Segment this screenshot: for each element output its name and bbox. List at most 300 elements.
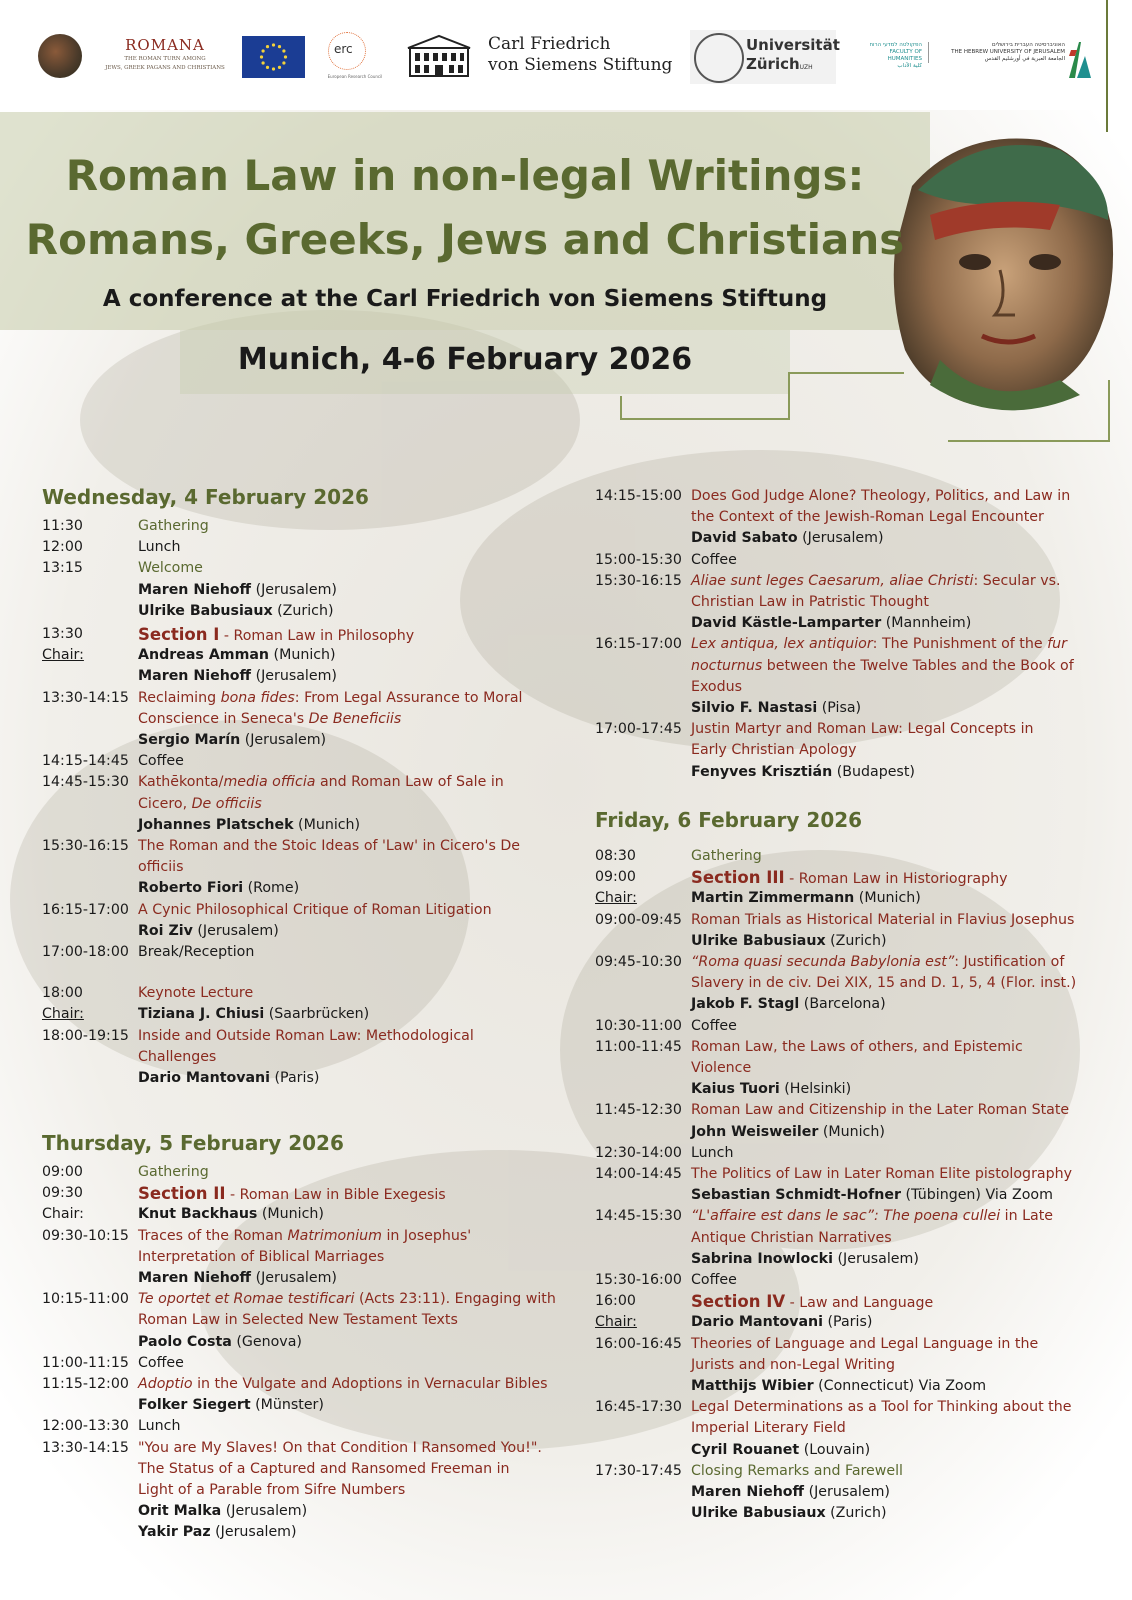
- speaker-name: Folker Siegert: [138, 1397, 251, 1414]
- entry-text: Early Christian Apology: [691, 742, 857, 759]
- entry-text: (Munich): [818, 1123, 885, 1140]
- entry-line: [138, 857, 520, 878]
- schedule-time: 09:00: [42, 1164, 83, 1180]
- schedule-time: 14:15-14:45: [42, 753, 129, 770]
- day-heading-thursday: Thursday, 5 February 2026: [42, 1131, 344, 1155]
- schedule-entry: [691, 952, 1076, 1016]
- schedule-time: 09:30-10:15: [42, 1227, 129, 1244]
- entry-text: (Jerusalem): [251, 1270, 337, 1286]
- schedule-time: Chair:: [595, 1314, 637, 1331]
- entry-text: (Jerusalem): [804, 1484, 890, 1500]
- entry-text: (Tübingen) Via Zoom: [901, 1187, 1053, 1204]
- entry-text: Justin Martyr and Roman Law: Legal Concepts in: [691, 721, 1034, 738]
- speaker-name: Tiziana J. Chiusi: [138, 1006, 265, 1023]
- entry-text: "You are My Slaves! On that Condition I Ransomed You!".: [138, 1439, 542, 1456]
- schedule-time: 13:30-14:15: [42, 689, 129, 706]
- speaker-name: Andreas Amman: [138, 647, 270, 664]
- entry-line: [138, 1026, 474, 1047]
- schedule-time: 15:30-16:15: [42, 838, 129, 854]
- entry-text: Conscience in Seneca's: [138, 710, 309, 727]
- entry-line: [691, 1334, 1038, 1355]
- entry-line: [138, 558, 337, 579]
- schedule-entry: [691, 1461, 903, 1525]
- schedule-entry: [138, 1026, 474, 1090]
- schedule-time: 14:45-15:30: [42, 774, 129, 791]
- schedule-time: 18:00: [42, 985, 83, 1002]
- entry-line: [691, 1122, 1069, 1143]
- entry-line: [138, 624, 414, 647]
- entry-text: (Jerusalem): [797, 530, 884, 547]
- uzh-line1: Universität: [746, 36, 840, 54]
- schedule-entry: [691, 867, 1008, 890]
- schedule-entry: [691, 1143, 733, 1164]
- entry-text: Section II: [138, 1184, 226, 1204]
- entry-text: the Context of the Jewish-Roman Legal Encounter: [691, 509, 1044, 526]
- entry-text: Closing Remarks and Farewell: [691, 1462, 903, 1479]
- schedule-entry: [138, 836, 520, 900]
- entry-text: Does God Judge Alone? Theology, Politics, and Law in: [691, 488, 1071, 504]
- schedule-time: 16:00-16:45: [595, 1335, 682, 1352]
- entry-text: Coffee: [138, 753, 184, 770]
- entry-text: Roman Law in Selected New Testament Texts: [138, 1312, 458, 1329]
- schedule-entry: [691, 486, 1070, 550]
- schedule-entry: [691, 1397, 1071, 1461]
- entry-line: [138, 709, 522, 730]
- schedule-entry: [138, 1353, 184, 1374]
- schedule-entry: [138, 942, 254, 963]
- schedule-entry: [691, 719, 1034, 783]
- speaker-name: Ulrike Babusiaux: [138, 602, 273, 619]
- entry-line: [691, 592, 1061, 613]
- entry-text: (Budapest): [832, 763, 915, 780]
- entry-text: (Paris): [270, 1070, 320, 1086]
- schedule-entry: [691, 1016, 737, 1037]
- frame-line-top-right: [1106, 0, 1108, 132]
- entry-text: (Munich): [269, 647, 336, 664]
- schedule-time: 18:00-19:15: [42, 1027, 129, 1044]
- huji-ar-faculty: كلية الآداب: [897, 63, 922, 69]
- speaker-name: Ulrike Babusiaux: [691, 932, 826, 949]
- speaker-name: Dario Mantovani: [691, 1314, 824, 1331]
- entry-text: media officia: [223, 774, 316, 791]
- entry-text: Roman Law and Citizenship in the Later Roman State: [691, 1102, 1070, 1119]
- schedule-time: 09:00: [595, 869, 636, 886]
- schedule-entry: [691, 634, 1074, 719]
- huji-en-faculty: FACULTY OF HUMANITIES: [887, 49, 922, 62]
- schedule-time: 11:00-11:15: [42, 1354, 129, 1371]
- entry-line: [138, 1268, 471, 1289]
- schedule-time: 16:15-17:00: [42, 901, 129, 918]
- schedule-entry: [691, 1164, 1072, 1206]
- entry-line: [138, 1004, 369, 1025]
- schedule-entry: [691, 910, 1074, 952]
- speaker-name: Johannes Platschek: [138, 816, 294, 833]
- huji-emblem-icon: [1065, 38, 1093, 80]
- conference-title-line1: Roman Law in non-legal Writings:: [65, 151, 865, 200]
- entry-line: [138, 580, 337, 601]
- entry-text: Break/Reception: [138, 944, 255, 960]
- romana-sub1: THE ROMAN TURN AMONG: [124, 56, 206, 62]
- entry-text: (Helsinki): [779, 1081, 852, 1098]
- entry-line: [138, 983, 253, 1004]
- speaker-name: Kaius Tuori: [691, 1081, 780, 1098]
- speaker-name: Sabrina Inowlocki: [691, 1250, 833, 1267]
- entry-text: Imperial Literary Field: [691, 1420, 846, 1437]
- speaker-name: David Sabato: [691, 530, 798, 547]
- entry-line: [138, 537, 180, 558]
- speaker-name: Jakob F. Stagl: [691, 996, 800, 1013]
- entry-text: (Münster): [250, 1397, 324, 1414]
- erc-logo: [320, 30, 383, 88]
- entry-line: [691, 528, 1070, 549]
- entry-line: [691, 1418, 1071, 1439]
- speaker-name: Roi Ziv: [138, 922, 193, 939]
- entry-line: [138, 688, 522, 709]
- schedule-entry: [138, 1183, 446, 1206]
- speaker-name: Dario Mantovani: [138, 1070, 271, 1086]
- entry-text: De officiis: [191, 795, 262, 812]
- schedule-time: 10:15-11:00: [42, 1291, 129, 1308]
- entry-line: [138, 1353, 184, 1374]
- entry-text: Lex antiqua, lex antiquior: [691, 636, 873, 653]
- schedule-entry: [138, 772, 504, 836]
- entry-line: [138, 815, 504, 836]
- entry-text: (Jerusalem): [832, 1250, 919, 1267]
- entry-text: Reclaiming: [138, 689, 221, 706]
- schedule-time: 08:30: [595, 848, 636, 864]
- entry-text: Welcome: [138, 560, 203, 577]
- entry-line: [691, 1228, 1053, 1249]
- entry-line: [138, 1501, 542, 1522]
- schedule-entry: [138, 558, 337, 622]
- entry-line: [691, 550, 737, 571]
- entry-text: (Pisa): [817, 700, 862, 716]
- entry-text: (Jerusalem): [251, 668, 337, 685]
- entry-text: (Genova): [231, 1333, 302, 1350]
- schedule-time: 13:15: [42, 560, 83, 577]
- entry-text: (Zurich): [825, 932, 887, 949]
- entry-text: Interpretation of Biblical Marriages: [138, 1248, 385, 1265]
- entry-text: “Roma quasi secunda Babylonia est”: [691, 954, 955, 970]
- entry-text: (Jerusalem): [240, 732, 327, 748]
- schedule-entry: [138, 1226, 471, 1290]
- speaker-name: Maren Niehoff: [138, 581, 252, 598]
- entry-line: [138, 921, 492, 942]
- entry-line: [691, 1058, 1023, 1079]
- entry-line: [691, 1079, 1023, 1100]
- entry-text: Roman Trials as Historical Material in Flavius Josephus: [691, 911, 1075, 928]
- entry-text: Roman Law, the Laws of others, and Epistemic: [691, 1038, 1023, 1055]
- entry-line: [138, 601, 337, 622]
- speaker-name: Knut Backhaus: [138, 1206, 258, 1223]
- huji-he-uni: האוניברסיטה העברית בירושלים: [991, 42, 1065, 48]
- romana-mosaic-icon: [38, 34, 82, 78]
- entry-text: : Secular vs.: [973, 572, 1061, 589]
- entry-text: Coffee: [691, 1017, 737, 1034]
- frame-line: [788, 372, 904, 374]
- entry-text: The Status of a Captured and Ransomed Freeman in: [138, 1460, 510, 1477]
- entry-text: bona fides: [220, 689, 295, 706]
- entry-line: [691, 1482, 903, 1503]
- speaker-name: Orit Malka: [138, 1503, 222, 1520]
- entry-text: (Zurich): [272, 602, 334, 619]
- entry-line: [691, 1440, 1071, 1461]
- entry-line: [691, 1355, 1038, 1376]
- entry-text: Gathering: [138, 518, 209, 534]
- entry-text: De Beneficiis: [308, 710, 402, 727]
- schedule-entry: [138, 1416, 180, 1437]
- entry-line: [138, 1416, 180, 1437]
- entry-line: [691, 1376, 1038, 1397]
- entry-line: [138, 1480, 542, 1501]
- schedule-entry: [138, 1162, 209, 1183]
- schedule-entry: [138, 688, 522, 752]
- entry-line: [138, 1047, 474, 1068]
- entry-text: Traces of the Roman: [138, 1227, 288, 1244]
- entry-line: [691, 762, 1034, 783]
- entry-text: (Barcelona): [799, 996, 886, 1013]
- huji-he-faculty: הפקולטה למדעי הרוח: [869, 42, 922, 48]
- schedule-time: Chair:: [42, 1206, 84, 1223]
- entry-text: (Connecticut) Via Zoom: [813, 1378, 987, 1394]
- entry-text: Light of a Parable from Sifre Numbers: [138, 1482, 406, 1498]
- entry-text: fur: [1047, 636, 1067, 653]
- schedule-time: 15:30-16:00: [595, 1272, 682, 1288]
- speaker-name: Yakir Paz: [138, 1524, 211, 1541]
- entry-text: (Jerusalem): [221, 1503, 308, 1520]
- entry-line: [691, 1461, 903, 1482]
- schedule-time: 17:00-17:45: [595, 721, 682, 738]
- entry-line: [138, 1310, 556, 1331]
- entry-line: [138, 836, 520, 857]
- schedule-entry: [138, 751, 184, 772]
- entry-line: [691, 1185, 1072, 1206]
- entry-text: Cicero,: [138, 795, 192, 812]
- entry-line: [138, 878, 520, 899]
- huji-en-uni: THE HEBREW UNIVERSITY OF JERUSALEM: [951, 49, 1065, 55]
- entry-text: Challenges: [138, 1048, 217, 1065]
- entry-text: Inside and Outside Roman Law: Methodological: [138, 1027, 474, 1044]
- entry-text: Exodus: [691, 678, 742, 695]
- entry-text: Section I: [138, 625, 220, 644]
- entry-text: Jurists and non-Legal Writing: [691, 1356, 895, 1373]
- entry-line: [138, 666, 337, 687]
- entry-line: [691, 994, 1076, 1015]
- siemens-line2: von Siemens Stiftung: [488, 55, 673, 75]
- entry-text: - Roman Law in Philosophy: [219, 628, 415, 644]
- entry-line: [138, 942, 254, 963]
- entry-text: Slavery in de civ. Dei XIX, 15 and D. 1, 5, 4 (Flor. inst.): [691, 975, 1077, 992]
- schedule-entry: [691, 1334, 1038, 1398]
- uzh-sup: UZH: [799, 64, 813, 71]
- conference-subtitle: A conference at the Carl Friedrich von Siemens Stiftung: [102, 286, 828, 312]
- entry-line: [691, 1206, 1053, 1227]
- schedule-time: 11:15-12:00: [42, 1376, 129, 1392]
- entry-line: [138, 730, 522, 751]
- entry-line: [691, 1016, 737, 1037]
- entry-line: [691, 888, 921, 909]
- entry-line: [138, 1522, 542, 1543]
- entry-text: (Zurich): [825, 1505, 887, 1522]
- entry-line: [138, 1162, 209, 1183]
- sponsor-logos: [0, 26, 1132, 90]
- siemens-line1: Carl Friedrich: [488, 34, 611, 54]
- speaker-name: Ulrike Babusiaux: [691, 1505, 826, 1522]
- schedule-time: 14:00-14:45: [595, 1166, 682, 1182]
- entry-line: [691, 1270, 737, 1291]
- entry-line: [691, 1503, 903, 1524]
- entry-line: [138, 1289, 556, 1310]
- entry-line: [691, 571, 1061, 592]
- schedule-entry: [691, 1100, 1069, 1142]
- entry-text: (Louvain): [799, 1441, 871, 1458]
- schedule-time: 12:00: [42, 539, 83, 556]
- schedule-entry: [138, 624, 414, 647]
- speaker-name: Roberto Fiori: [138, 880, 244, 897]
- romana-logo: [90, 36, 240, 72]
- schedule-time: 16:15-17:00: [595, 636, 682, 653]
- entry-line: [691, 1100, 1069, 1121]
- eu-flag-icon: [242, 36, 305, 78]
- frame-line: [620, 418, 790, 420]
- entry-line: [691, 1291, 933, 1314]
- entry-text: (Rome): [243, 880, 300, 897]
- entry-text: Lunch: [691, 1144, 734, 1161]
- entry-text: - Roman Law in Historiography: [784, 871, 1008, 888]
- schedule-entry: [691, 846, 762, 867]
- entry-line: [691, 740, 1034, 761]
- frame-line: [948, 440, 1110, 442]
- entry-text: Gathering: [138, 1164, 209, 1180]
- schedule-time: Chair:: [595, 890, 637, 907]
- entry-line: [138, 1247, 471, 1268]
- entry-line: [691, 1164, 1072, 1185]
- entry-line: [691, 867, 1008, 890]
- entry-text: Coffee: [138, 1354, 184, 1371]
- romana-title: ROMANA: [125, 36, 205, 54]
- schedule-entry: [138, 645, 337, 687]
- day-heading-friday: Friday, 6 February 2026: [595, 808, 863, 832]
- entry-line: [138, 1183, 446, 1206]
- schedule-time: 09:45-10:30: [595, 954, 682, 970]
- entry-text: Coffee: [691, 551, 737, 568]
- entry-line: [691, 698, 1074, 719]
- schedule-entry: [691, 550, 737, 571]
- entry-line: [691, 677, 1074, 698]
- entry-text: (Munich): [854, 890, 921, 907]
- entry-line: [138, 1395, 548, 1416]
- entry-text: (Paris): [823, 1314, 873, 1331]
- schedule-entry: [138, 537, 180, 558]
- entry-line: [691, 931, 1074, 952]
- uzh-line2: Zürich: [746, 55, 800, 73]
- entry-text: (Jerusalem): [192, 922, 279, 939]
- entry-line: [138, 645, 337, 666]
- entry-line: [691, 719, 1034, 740]
- siemens-building-icon: [404, 32, 474, 80]
- entry-text: - Roman Law in Bible Exegesis: [225, 1187, 446, 1204]
- schedule-entry: [691, 1312, 872, 1333]
- entry-text: : The Punishment of the: [872, 636, 1048, 653]
- entry-line: [138, 900, 492, 921]
- entry-text: Violence: [691, 1060, 752, 1076]
- entry-text: (Mannheim): [881, 615, 972, 632]
- entry-text: The Politics of Law in Later Roman Elite pistolography: [691, 1166, 1072, 1182]
- entry-line: [691, 910, 1074, 931]
- frame-line: [1108, 380, 1110, 442]
- entry-line: [138, 751, 184, 772]
- schedule-entry: [138, 900, 492, 942]
- schedule-time: 10:30-11:00: [595, 1017, 682, 1034]
- schedule-entry: [138, 1004, 369, 1025]
- entry-line: [691, 507, 1070, 528]
- entry-line: [138, 794, 504, 815]
- entry-line: [691, 952, 1076, 973]
- schedule-entry: [138, 1289, 556, 1353]
- entry-text: (Jerusalem): [210, 1524, 297, 1541]
- schedule-entry: [138, 1374, 548, 1416]
- schedule-entry: [138, 516, 209, 537]
- entry-line: [138, 1204, 324, 1225]
- schedule-entry: [691, 1206, 1053, 1270]
- entry-text: Keynote Lecture: [138, 985, 254, 1002]
- entry-line: [691, 846, 762, 867]
- entry-text: Lunch: [138, 1418, 181, 1435]
- entry-text: and Roman Law of Sale in: [315, 774, 504, 791]
- uzh-seal-icon: [694, 33, 744, 83]
- speaker-name: Paolo Costa: [138, 1333, 232, 1350]
- entry-text: : From Legal Assurance to Moral: [294, 689, 523, 706]
- schedule-time: 11:30: [42, 518, 83, 534]
- siemens-logo-text: [488, 34, 672, 76]
- huji-ar-uni: الجامعة العبرية في أورشليم القدس: [984, 56, 1065, 62]
- entry-text: Coffee: [691, 1272, 737, 1288]
- schedule-time: 09:30: [42, 1185, 83, 1202]
- entry-line: [691, 1312, 872, 1333]
- speaker-name: Sebastian Schmidt-Hofner: [691, 1187, 901, 1204]
- entry-text: - Law and Language: [785, 1295, 934, 1312]
- schedule-time: 12:30-14:00: [595, 1144, 682, 1161]
- entry-line: [138, 1374, 548, 1395]
- entry-line: [691, 1143, 733, 1164]
- schedule-time: Chair:: [42, 647, 84, 664]
- entry-line: [138, 1226, 471, 1247]
- entry-line: [691, 1249, 1053, 1270]
- entry-text: (Munich): [257, 1206, 324, 1223]
- conference-title-line2: Romans, Greeks, Jews and Christians: [25, 215, 905, 264]
- entry-line: [691, 486, 1070, 507]
- entry-text: A Cynic Philosophical Critique of Roman Litigation: [138, 901, 492, 918]
- conference-date: Munich, 4-6 February 2026: [237, 342, 693, 377]
- erc-label: erc: [334, 42, 353, 56]
- entry-line: [138, 516, 209, 537]
- speaker-name: Fenyves Krisztián: [691, 763, 833, 780]
- schedule-entry: [691, 571, 1061, 635]
- entry-text: “L'affaire est dans le sac”: The poena cullei: [691, 1208, 1001, 1225]
- entry-line: [691, 634, 1074, 655]
- entry-text: officiis: [138, 859, 184, 876]
- entry-text: Antique Christian Narratives: [691, 1229, 892, 1246]
- entry-text: The Roman and the Stoic Ideas of 'Law' in Cicero's De: [138, 838, 520, 854]
- speaker-name: Maren Niehoff: [138, 1270, 252, 1286]
- schedule-time: 11:45-12:30: [595, 1102, 682, 1119]
- schedule-time: 15:00-15:30: [595, 551, 682, 568]
- schedule-time: 16:45-17:30: [595, 1399, 682, 1416]
- schedule-entry: [691, 1037, 1023, 1101]
- entry-line: [691, 973, 1076, 994]
- schedule-entry: [691, 1291, 933, 1314]
- speaker-name: Maren Niehoff: [691, 1484, 805, 1500]
